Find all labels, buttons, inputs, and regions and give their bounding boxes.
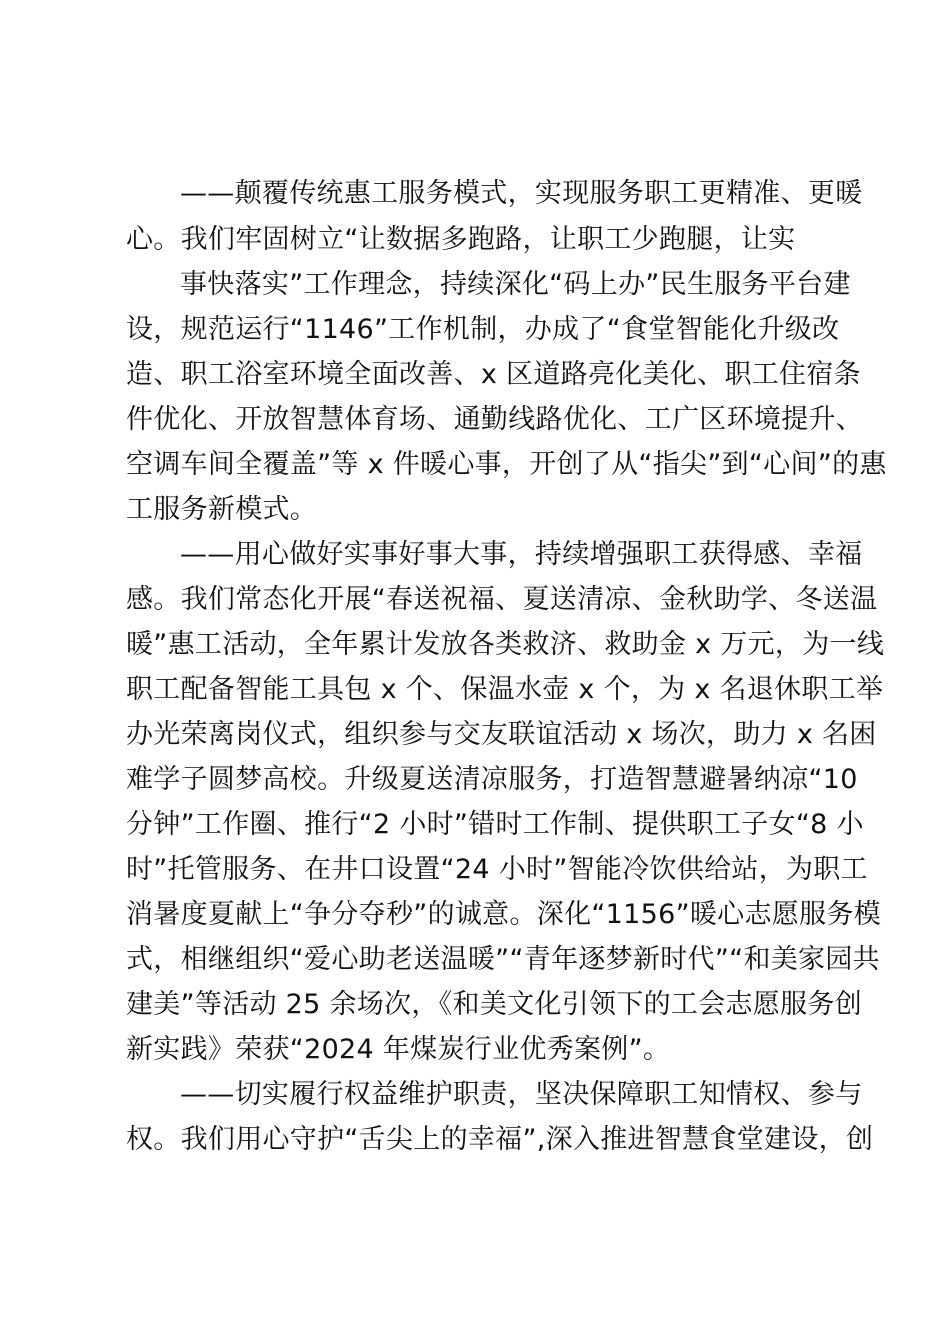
- text-line: 权。我们用心守护“舌尖上的幸福”,深入推进智慧食堂建设，创: [126, 1124, 874, 1155]
- text-line: 设，规范运行“1146”工作机制，办成了“食堂智能化升级改: [126, 314, 840, 345]
- text-line: 心。我们牢固树立“让数据多跑路，让职工少跑腿，让实: [126, 224, 796, 255]
- text-line: 事快落实”工作理念，持续深化“码上办”民生服务平台建: [180, 269, 851, 300]
- text-line: 建美”等活动 25 余场次，《和美文化引领下的工会志愿服务创: [126, 989, 863, 1020]
- text-line: 分钟”工作圈、推行“2 小时”错时工作制、提供职工子女“8 小: [126, 809, 864, 840]
- text-line: 暖”惠工活动，全年累计发放各类救济、救助金 x 万元，为一线: [126, 629, 885, 660]
- text-line: 时”托管服务、在井口设置“24 小时”智能冷饮供给站，为职工: [126, 854, 868, 885]
- text-line: 新实践》荣获“2024 年煤炭行业优秀案例”。: [126, 1034, 671, 1065]
- text-line: 职工配备智能工具包 x 个、保温水壶 x 个，为 x 名退休职工举: [126, 674, 884, 705]
- text-line: 件优化、开放智慧体育场、通勤线路优化、工广区环境提升、: [126, 404, 864, 435]
- text-line: 造、职工浴室环境全面改善、x 区道路亮化美化、职工住宿条: [126, 359, 861, 390]
- text-line: 办光荣离岗仪式，组织参与交友联谊活动 x 场次，助力 x 名困: [126, 719, 877, 750]
- text-line: ——切实履行权益维护职责，坚决保障职工知情权、参与: [180, 1079, 863, 1110]
- text-line: 工服务新模式。: [126, 494, 318, 525]
- text-line: 难学子圆梦高校。升级夏送清凉服务，打造智慧避暑纳凉“10: [126, 764, 858, 795]
- text-line: 消暑度夏献上“争分夺秒”的诚意。深化“1156”暖心志愿服务模: [126, 899, 881, 930]
- text-line: 式，相继组织“爱心助老送温暖”“青年逐梦新时代”“和美家园共: [126, 944, 880, 975]
- text-line: 空调车间全覆盖”等 x 件暖心事，开创了从“指尖”到“心间”的惠: [126, 449, 887, 480]
- text-line: 感。我们常态化开展“春送祝福、夏送清凉、金秋助学、冬送温: [126, 584, 878, 615]
- text-line: ——用心做好实事好事大事，持续增强职工获得感、幸福: [180, 539, 863, 570]
- text-line: ——颠覆传统惠工服务模式，实现服务职工更精准、更暖: [180, 178, 863, 209]
